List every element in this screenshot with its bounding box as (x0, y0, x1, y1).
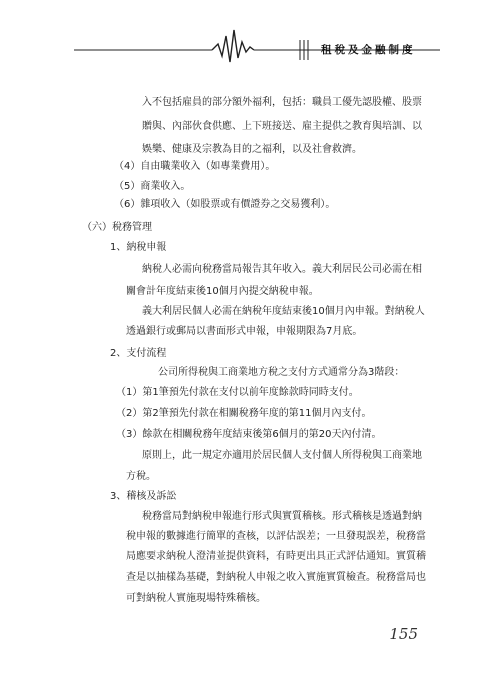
body-line: 可對納稅人實施現場特殊稽核。 (126, 593, 266, 604)
body-line: 稅申報的數據進行簡單的查核，以評估誤差；一旦發現誤差，稅務當 (126, 531, 426, 542)
body-line: 局應要求納稅人澄清並提供資料，有時更出具正式評估通知。實質稽 (126, 551, 426, 562)
body-line: 入不包括雇員的部分額外福利，包括：職員工優先認股權、股票 (142, 97, 422, 108)
subsection-heading: 3、稽核及訴訟 (110, 491, 177, 502)
body-line: 娛樂、健康及宗教為目的之福利，以及社會救濟。 (142, 144, 362, 155)
body-line: 納稅人必需向稅務當局報告其年收入。義大利居民公司必需在相 (142, 264, 422, 275)
body-line: 方稅。 (126, 471, 156, 482)
page-header (0, 0, 480, 70)
body-line: 原則上，此一規定亦適用於居民個人支付個人所得稅與工商業地 (142, 450, 422, 461)
body-line: 查是以抽樣為基礎，對納稅人申報之收入實施實質檢查。稅務當局也 (126, 572, 426, 583)
list-item: （5）商業收入。 (114, 181, 191, 192)
subsection-heading: 1、納稅申報 (110, 242, 167, 253)
subsection-heading: 2、支付流程 (110, 348, 167, 359)
section-heading: （六）稅務管理 (82, 222, 152, 233)
list-item: （3）餘款在相關稅務年度結束後第6個月的第20天內付清。 (116, 429, 382, 440)
list-item: （2）第2筆預先付款在相關稅務年度的第11個月內支付。 (116, 408, 372, 419)
page-number: 155 (389, 625, 418, 643)
body-line: 公司所得稅與工商業地方稅之支付方式通常分為3階段： (158, 367, 405, 378)
heartbeat-line-icon (0, 0, 480, 70)
body-line: 義大利居民個人必需在納稅年度結束後10個月內申報。對納稅人 (142, 306, 425, 317)
body-line: 贈與、內部伙食供應、上下班接送、雇主提供之教育與培訓、以 (142, 121, 422, 132)
body-line: 稅務當局對納稅申報進行形式與實質稽核。形式稽核是透過對納 (142, 511, 422, 522)
list-item: （6）雜項收入（如股票或有價證券之交易獲利）。 (114, 199, 336, 210)
chapter-title: 租稅及金融制度 (321, 44, 416, 56)
list-item: （1）第1筆預先付款在支付以前年度餘款時同時支付。 (116, 387, 359, 398)
list-item: （4）自由職業收入（如專業費用）。 (114, 161, 276, 172)
body-line: 透過銀行或郵局以書面形式申報，申報期限為7月底。 (126, 326, 363, 337)
body-line: 關會計年度結束後10個月內提交納稅申報。 (126, 286, 319, 297)
